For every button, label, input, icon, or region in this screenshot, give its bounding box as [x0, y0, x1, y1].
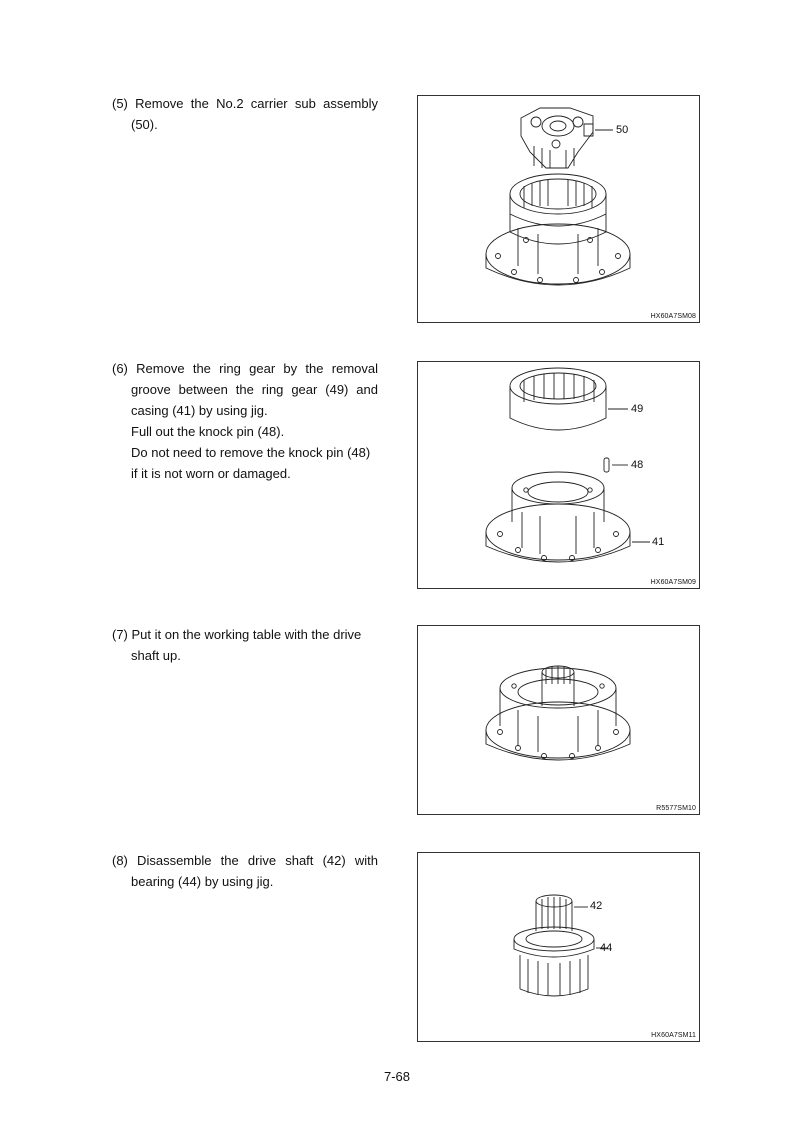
- callout-41: 41: [652, 536, 665, 548]
- step-line: if it is not worn or damaged.: [131, 466, 291, 481]
- step-line: shaft up.: [131, 648, 181, 663]
- drive-shaft-drawing: [514, 895, 594, 996]
- figure-drive-shaft-disassembly: [417, 852, 700, 1042]
- step-7-text: [112, 624, 378, 666]
- figure-code: HX60A7SM08: [650, 313, 696, 320]
- step-line: (50).: [131, 117, 158, 132]
- page-number: 7-68: [383, 1069, 411, 1084]
- callout-48: 48: [631, 459, 644, 471]
- carrier-drawing: [521, 108, 593, 168]
- step-line: (8) Disassemble the drive shaft (42) with: [112, 853, 378, 868]
- casing-with-shaft-drawing: [486, 666, 630, 760]
- step-line: (6) Remove the ring gear by the removal: [112, 361, 378, 376]
- figure-drive-shaft-up: [417, 625, 700, 815]
- figure-code: HX60A7SM11: [651, 1032, 696, 1039]
- figure-code: HX60A7SM09: [650, 579, 696, 586]
- callout-50: 50: [616, 124, 629, 136]
- step-5-text: [112, 93, 378, 135]
- figure-carrier-removal: [417, 95, 700, 323]
- step-6-text: [112, 358, 378, 484]
- figure-code: R5577SM10: [656, 805, 696, 812]
- knock-pin-drawing: [604, 458, 628, 472]
- housing-drawing: [486, 174, 630, 285]
- step-line: groove between the ring gear (49) and: [131, 382, 378, 397]
- figure-ring-gear-removal: [417, 361, 700, 589]
- callout-42: 42: [590, 900, 603, 912]
- callout-44: 44: [600, 942, 613, 954]
- ring-gear-drawing: [510, 368, 606, 430]
- callout-49: 49: [631, 403, 644, 415]
- casing-drawing: [486, 472, 630, 562]
- step-line: (5) Remove the No.2 carrier sub assembly: [112, 96, 378, 111]
- step-line: Do not need to remove the knock pin (48): [131, 445, 371, 460]
- step-line: Full out the knock pin (48).: [131, 424, 285, 439]
- step-line: casing (41) by using jig.: [131, 403, 268, 418]
- step-line: bearing (44) by using jig.: [131, 874, 274, 889]
- step-8-text: [112, 850, 378, 892]
- step-line: (7) Put it on the working table with the drive: [112, 627, 362, 642]
